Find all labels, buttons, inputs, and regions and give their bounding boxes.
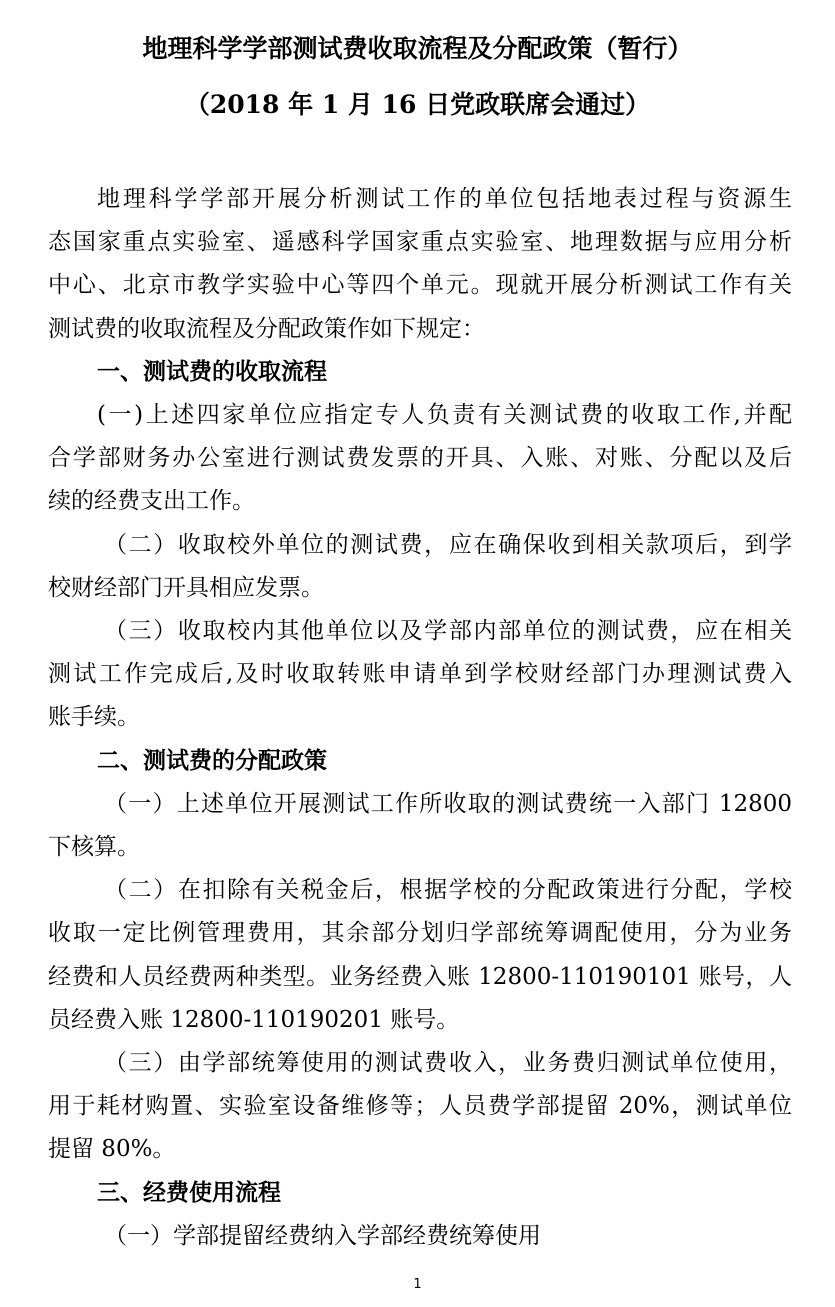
paragraph-line: 下核算。 (48, 834, 140, 860)
paragraph-line: 测试工作完成后,及时收取转账申请单到学校财经部门办理测试费入 (48, 661, 792, 687)
section-heading: 一、测试费的收取流程 (97, 358, 327, 385)
paragraph-line: （三）由学部统筹使用的测试费收入，业务费归测试单位使用， (104, 1050, 792, 1076)
paragraph-line: 中心、北京市教学实验中心等四个单元。现就开展分析测试工作有关 (48, 272, 792, 298)
paragraph-line: 经费和人员经费两种类型。业务经费入账 12800-110190101 账号，人 (48, 964, 792, 990)
paragraph-line: （二）在扣除有关税金后，根据学校的分配政策进行分配，学校 (104, 877, 792, 903)
paragraph-line: 校财经部门开具相应发票。 (48, 575, 324, 601)
section-heading: 三、经费使用流程 (97, 1179, 281, 1206)
paragraph-line: 员经费入账 12800-110190201 账号。 (48, 1007, 460, 1033)
document-subtitle: （2018 年 1 月 16 日党政联席会通过） (184, 90, 651, 119)
paragraph-line: 合学部财务办公室进行测试费发票的开具、入账、对账、分配以及后 (48, 445, 792, 471)
paragraph-line: （一）学部提留经费纳入学部经费统筹使用 (104, 1223, 541, 1249)
paragraph-line: 用于耗材购置、实验室设备维修等；人员费学部提留 20%，测试单位 (48, 1093, 792, 1119)
paragraph-line: 态国家重点实验室、遥感科学国家重点实验室、地理数据与应用分析 (48, 229, 792, 255)
paragraph-line: 收取一定比例管理费用，其余部分划归学部统筹调配使用，分为业务 (48, 920, 792, 946)
paragraph-line: （一）上述单位开展测试工作所收取的测试费统一入部门 12800 (104, 791, 792, 817)
paragraph-line: 续的经费支出工作。 (48, 488, 255, 514)
paragraph-line: (一)上述四家单位应指定专人负责有关测试费的收取工作,并配 (97, 402, 792, 428)
paragraph-line: 测试费的收取流程及分配政策作如下规定： (48, 316, 485, 342)
section-heading: 二、测试费的分配政策 (97, 747, 327, 774)
document-title: 地理科学学部测试费收取流程及分配政策（暂行） (142, 34, 693, 63)
paragraph-line: （三）收取校内其他单位以及学部内部单位的测试费，应在相关 (104, 618, 792, 644)
paragraph-line: 地理科学学部开展分析测试工作的单位包括地表过程与资源生 (97, 186, 792, 212)
paragraph-line: （二）收取校外单位的测试费，应在确保收到相关款项后，到学 (104, 532, 792, 558)
page-number: 1 (413, 1277, 422, 1292)
paragraph-line: 提留 80%。 (48, 1136, 176, 1162)
paragraph-line: 账手续。 (48, 704, 140, 730)
